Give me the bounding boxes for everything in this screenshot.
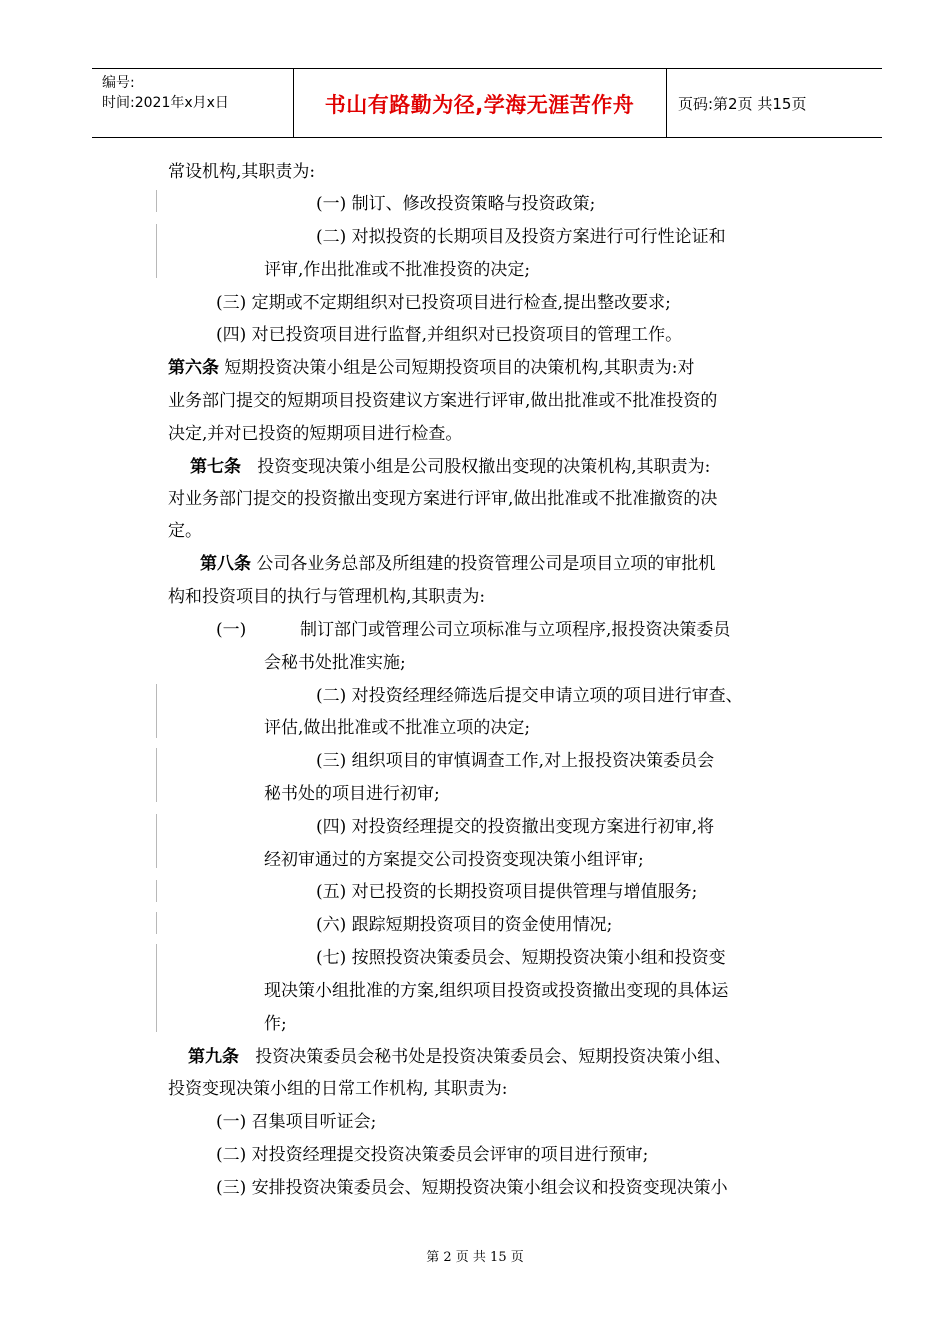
article-label: 第七条 [190,457,241,477]
article-nine [188,1046,731,1068]
header-divider [666,69,667,137]
text-line: 业务部门提交的短期项目投资建议方案进行评审,做出批准或不批准投资的 [168,391,718,411]
page-footer: 第 2 页 共 15 页 [426,1250,524,1265]
text-line: (四) 对投资经理提交的投资撤出变现方案进行初审,将 [316,817,715,837]
article-text: 投资变现决策小组是公司股权撤出变现的决策机构,其职责为: [257,457,711,477]
time-label: 时间:2021年x月x日 [102,95,229,111]
revision-bar [156,912,157,934]
header-motto: 书山有路勤为径,学海无涯苦作舟 [324,93,635,117]
article-label: 第六条 [168,358,219,378]
header-info [102,73,229,113]
article-six [168,357,695,379]
revision-bar [156,190,157,212]
text-line: (一) 召集项目听证会; [216,1112,377,1132]
text-line: (二) 对投资经理经筛选后提交申请立项的项目进行审查、 [316,686,743,706]
text-line: 现决策小组批准的方案,组织项目投资或投资撤出变现的具体运 [264,981,729,1001]
text-line: 评审,作出批准或不批准投资的决定; [264,260,531,280]
text-line: (三) 组织项目的审慎调查工作,对上报投资决策委员会 [316,751,715,771]
revision-bar [156,880,157,902]
number-label: 编号: [102,75,135,91]
article-text: 短期投资决策小组是公司短期投资项目的决策机构,其职责为:对 [224,358,695,378]
article-seven [190,456,710,478]
text-line: 制订部门或管理公司立项标准与立项程序,报投资决策委员 [300,620,731,640]
text-line: 作; [264,1014,287,1034]
text-line: (三) 安排投资决策委员会、短期投资决策小组会议和投资变现决策小 [216,1178,728,1198]
revision-bar [156,944,157,1032]
revision-bar [156,684,157,738]
article-text: 公司各业务总部及所组建的投资管理公司是项目立项的审批机 [256,554,716,574]
text-line: 评估,做出批准或不批准立项的决定; [264,718,531,738]
article-label: 第八条 [200,554,251,574]
text-line: (二) 对拟投资的长期项目及投资方案进行可行性论证和 [316,227,726,247]
text-line: (六) 跟踪短期投资项目的资金使用情况; [316,915,613,935]
text-line: (五) 对已投资的长期投资项目提供管理与增值服务; [316,882,698,902]
revision-bar [156,748,157,802]
text-line: 决定,并对已投资的短期项目进行检查。 [168,424,463,444]
revision-bar [156,224,157,278]
article-text: 投资决策委员会秘书处是投资决策委员会、短期投资决策小组、 [255,1047,732,1067]
text-line: (二) 对投资经理提交投资决策委员会评审的项目进行预审; [216,1145,649,1165]
text-line: 定。 [168,521,202,541]
article-label: 第九条 [188,1047,239,1067]
header-page-label: 页码:第2页 共15页 [678,95,807,113]
text-line: 投资变现决策小组的日常工作机构, 其职责为: [168,1079,508,1099]
text-line: (七) 按照投资决策委员会、短期投资决策小组和投资变 [316,948,726,968]
text-line: (四) 对已投资项目进行监督,并组织对已投资项目的管理工作。 [216,325,683,345]
text-line: 构和投资项目的执行与管理机构,其职责为: [168,587,486,607]
text-line: 对业务部门提交的投资撤出变现方案进行评审,做出批准或不批准撤资的决 [168,489,718,509]
article-eight [200,553,715,575]
text-line: 秘书处的项目进行初审; [264,784,440,804]
text-line: 常设机构,其职责为: [168,162,316,182]
text-line: 经初审通过的方案提交公司投资变现决策小组评审; [264,850,644,870]
text-line: 会秘书处批准实施; [264,653,406,673]
text-line: (三) 定期或不定期组织对已投资项目进行检查,提出整改要求; [216,293,671,313]
revision-bar [156,814,157,868]
document-header [92,68,882,138]
text-line: (一) [216,620,247,640]
text-line: (一) 制订、修改投资策略与投资政策; [316,194,596,214]
